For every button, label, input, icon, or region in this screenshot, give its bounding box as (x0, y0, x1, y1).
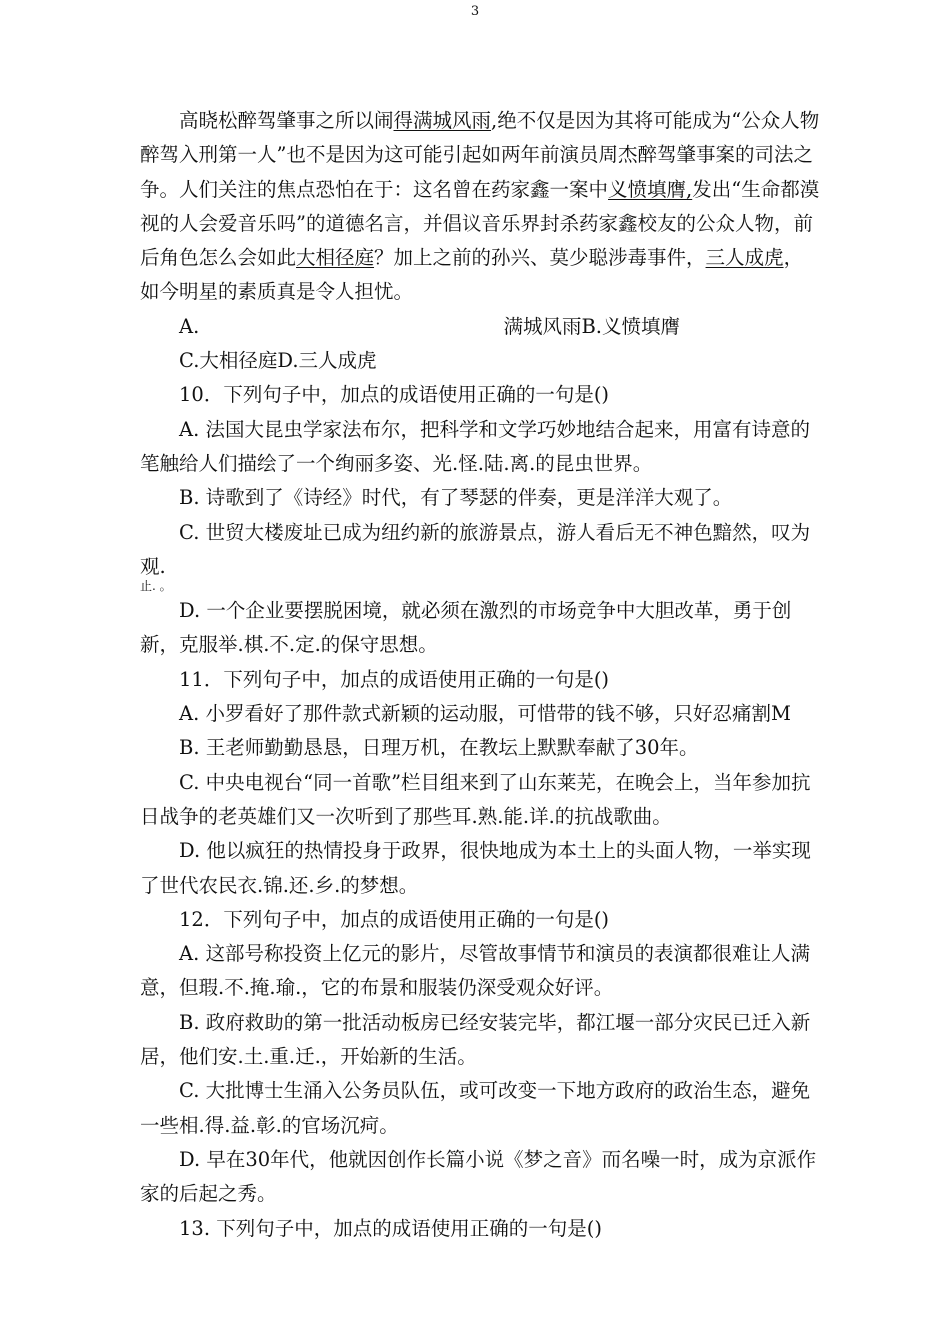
option-text: 满城风雨B.义愤填膺 (503, 314, 680, 338)
q9-options-ab (140, 310, 820, 344)
option-label: A. (179, 314, 200, 338)
passage-text: ，如今明星的素质真是令人担忧。 (140, 246, 804, 304)
document-body (140, 104, 820, 1246)
q10-stem: 10．下列句子中，加点的成语使用正确的一句是() (179, 383, 610, 407)
q13-stem: 13. 下列句子中，加点的成语使用正确的一句是() (179, 1216, 602, 1240)
q11-option-a: A. 小罗看好了那件款式新颖的运动服，可惜带的钱不够，只好忍痛割M (179, 702, 791, 726)
q11-stem: 11．下列句子中，加点的成语使用正确的一句是() (179, 667, 610, 691)
passage-paragraph (140, 104, 820, 310)
q9-options-cd: C.大相径庭D.三人成虎 (179, 349, 377, 373)
passage-text: 高晓松醉驾肇事之所以闹 (179, 109, 394, 132)
q10-option-c-tail: 止. 。 (140, 579, 172, 594)
q11-option-d: D. 他以疯狂的热情投身于政界，很快地成为本土上的头面人物，一举实现了世代农民衣.锦.还.乡.的梦想。 (140, 839, 811, 897)
passage-text: 发出“生命都漠视的人会爱音乐吗”的道德名言，并倡议音乐界封杀药家鑫校友的公众人物，前后角色怎么会如此 (140, 177, 820, 270)
q11-option-c: C. 中央电视台“同一首歌”栏目组来到了山东莱芜，在晚会上，当年参加抗日战争的老英雄们又一次听到了那些耳.熟.能.详.的抗战歌曲。 (140, 770, 811, 828)
q10-option-c: C. 世贸大楼废址已成为纽约新的旅游景点，游人看后无不神色黯然，叹为观. (140, 520, 811, 578)
q12-stem: 12．下列句子中，加点的成语使用正确的一句是() (179, 907, 610, 931)
page-number: 3 (470, 4, 480, 19)
q12-option-a: A. 这部号称投资上亿元的影片，尽管故事情节和演员的表演都很难让人满意，但瑕.不.掩.瑜.，它的布景和服装仍深受观众好评。 (140, 942, 810, 1000)
q12-option-b: B. 政府救助的第一批活动板房已经安装完毕，都江堰一部分灾民已迁入新居，他们安.土.重.迁.，开始新的生活。 (140, 1010, 811, 1069)
underlined-idiom: 义愤填膺, (608, 177, 693, 201)
passage-text: ,绝不仅是因为其将可能成为“公众人物醉驾入刑第一人”也不是因为这可能引起如两年前演员周杰醉驾肇事案的司法之争。人们关注的焦点恐怕在于：这名曾在药家鑫一案中 (140, 109, 820, 201)
underlined-idiom: 三人成虎 (705, 246, 784, 270)
passage-text: ？加上之前的孙兴、莫少聪涉毒事件， (374, 246, 706, 270)
underlined-idiom: 大相径庭 (296, 246, 375, 270)
q10-option-a: A. 法国大昆虫学家法布尔，把科学和文学巧妙地结合起来，用富有诗意的笔触给人们描绘了一个绚丽多姿、光.怪.陆.离.的昆虫世界。 (140, 417, 810, 475)
q10-option-d: D. 一个企业要摆脱困境，就必须在激烈的市场竞争中大胆改革，勇于创新，克服举.棋.不.定.的保守思想。 (140, 599, 792, 657)
underlined-idiom: 得满城风雨 (393, 109, 492, 132)
q12-option-c: C. 大批博士生涌入公务员队伍，或可改变一下地方政府的政治生态，避免一些相.得.益.彰.的官场沉疴。 (140, 1079, 811, 1137)
q10-option-b: B. 诗歌到了《诗经》时代，有了琴瑟的伴奏，更是洋洋大观了。 (179, 486, 733, 510)
q12-option-d: D. 早在30年代，他就因创作长篇小说《梦之音》而名噪一时，成为京派作家的后起之秀。 (140, 1147, 817, 1206)
q11-option-b: B. 王老师勤勤恳恳，日理万机，在教坛上默默奉献了30年。 (179, 736, 699, 760)
